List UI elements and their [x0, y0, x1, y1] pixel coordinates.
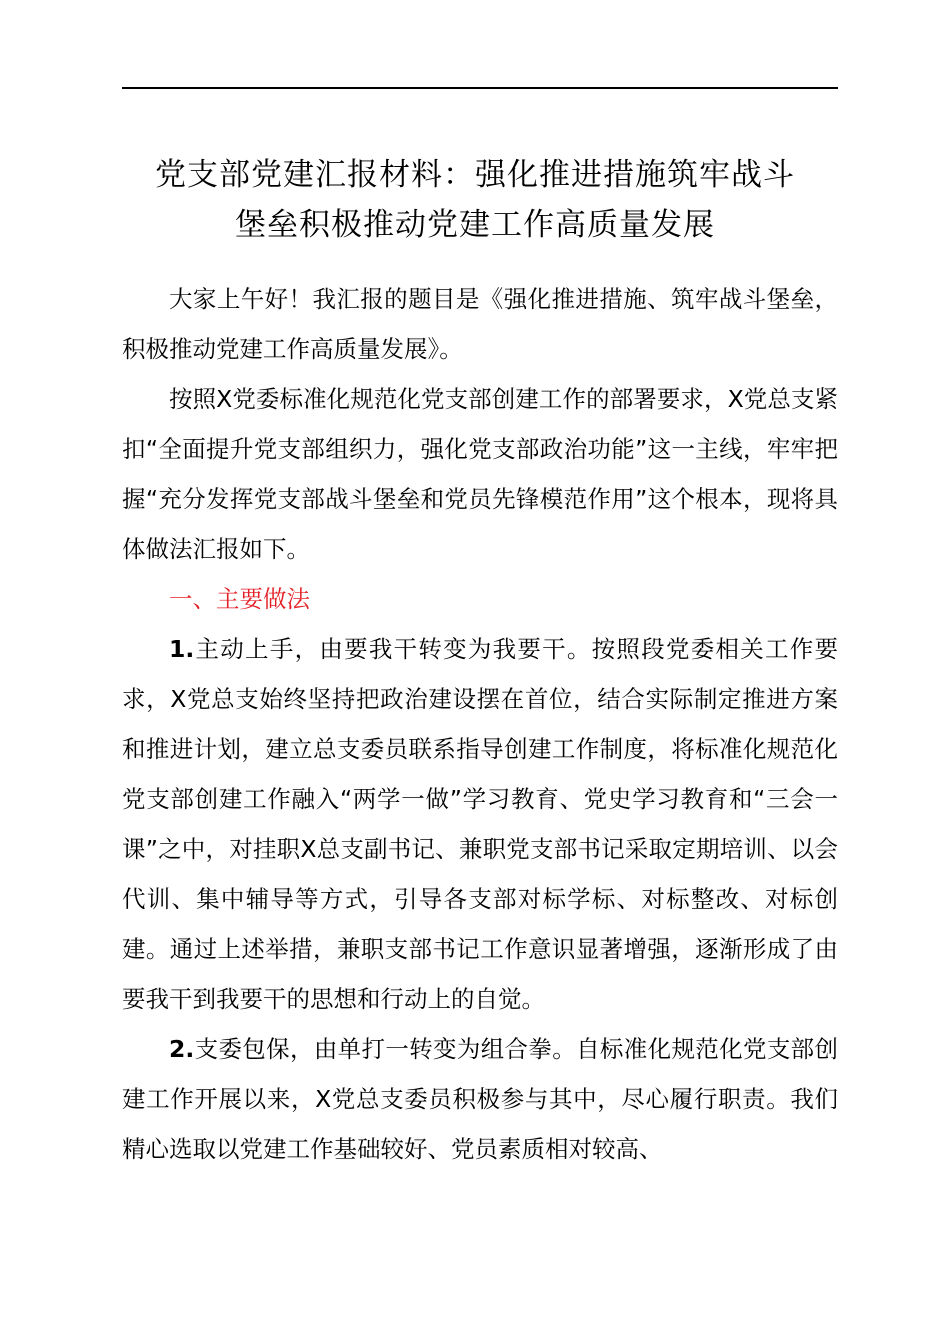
- title-line-2: 堡垒积极推动党建工作高质量发展: [235, 207, 715, 243]
- item-1-number: 1.: [169, 635, 195, 663]
- item-2-paragraph: [122, 1024, 838, 1174]
- header-rule: [122, 87, 838, 89]
- document-body: [122, 274, 838, 1174]
- section-heading: 一、主要做法: [169, 585, 310, 613]
- item-1-text: 主动上手，由要我干转变为我要干。按照段党委相关工作要求，X党总支始终坚持把政治建设摆在首位，结合实际制定推进方案和推进计划，建立总支委员联系指导创建工作制度，将标准化规范化党支部创建工作融入“两学一做”学习教育、党史学习教育和“三会一课”之中，对挂职X总支副书记、兼职党支部书记采取定期培训、以会代训、集中辅导等方式，引导各支部对标学标、对标整改、对标创建。通过上述举措，兼职支部书记工作意识显著增强，逐渐形成了由要我干到我要干的思想和行动上的自觉。: [122, 635, 838, 1013]
- intro-paragraph: 按照X党委标准化规范化党支部创建工作的部署要求，X党总支紧扣“全面提升党支部组织力，强化党支部政治功能”这一主线，牢牢把握“充分发挥党支部战斗堡垒和党员先锋模范作用”这个根本，现将具体做法汇报如下。: [122, 385, 838, 563]
- greeting-paragraph: 大家上午好！我汇报的题目是《强化推进措施、筑牢战斗堡垒，积极推动党建工作高质量发展》。: [122, 285, 838, 363]
- title-line-1: 党支部党建汇报材料：强化推进措施筑牢战斗: [155, 157, 795, 193]
- item-2-text: 支委包保，由单打一转变为组合拳。自标准化规范化党支部创建工作开展以来，X党总支委员积极参与其中，尽心履行职责。我们精心选取以党建工作基础较好、党员素质相对较高、: [122, 1035, 838, 1163]
- document-title: [100, 150, 850, 250]
- item-1-paragraph: [122, 624, 838, 1024]
- item-2-number: 2.: [169, 1035, 195, 1063]
